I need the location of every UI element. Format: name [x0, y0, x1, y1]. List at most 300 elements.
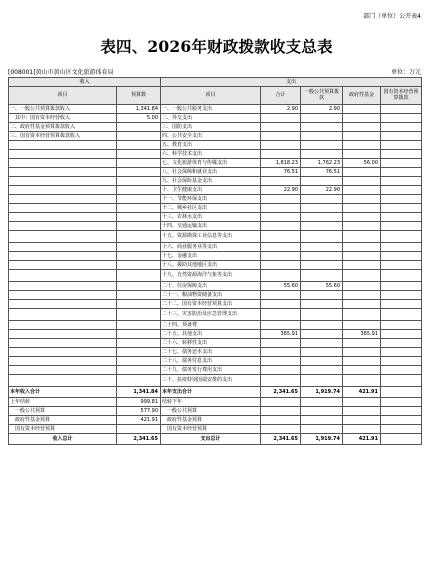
income-item-cell [9, 195, 117, 204]
grand-total-row [9, 434, 422, 445]
total-cell: 76.51 [261, 168, 301, 177]
general-public-cell [301, 243, 343, 252]
state-capital-cell [381, 330, 422, 339]
income-item-cell: 三、国有资本经营预算拨款收入 [9, 132, 117, 141]
income-value-cell [117, 186, 161, 195]
expense-item-cell: 三、国防支出 [161, 123, 261, 132]
expense-item-cell: 十四、交通运输支出 [161, 222, 261, 231]
general-public-cell [301, 195, 343, 204]
gov-fund-cell [343, 243, 381, 252]
carry-income-label: 一般公共预算 [9, 407, 117, 416]
state-capital-cell [381, 195, 422, 204]
total-cell [261, 123, 301, 132]
gov-fund-cell [343, 321, 381, 330]
gov-fund-cell [343, 291, 381, 300]
grand-total-value: 2,341.65 [261, 434, 301, 445]
table-row [9, 261, 422, 270]
state-capital-cell [381, 123, 422, 132]
gov-fund-cell [343, 282, 381, 291]
general-public-cell [301, 348, 343, 357]
table-row [9, 186, 422, 195]
total-cell [261, 300, 301, 309]
gov-fund-cell [343, 213, 381, 222]
general-public-cell [301, 204, 343, 213]
table-row [9, 252, 422, 261]
unit-name: [008001]黄山市黄山区文化旅游体育局 [8, 69, 114, 76]
total-cell [261, 213, 301, 222]
table-row [9, 132, 422, 141]
state-capital-cell [381, 243, 422, 252]
total-cell [261, 309, 301, 321]
carry-state-capital-cell [381, 407, 422, 416]
total-cell [261, 291, 301, 300]
table-row [9, 339, 422, 348]
expense-item-cell: 二十、住房保障支出 [161, 282, 261, 291]
table-row [9, 195, 422, 204]
income-item-cell [9, 177, 117, 186]
total-header: 合计 [261, 87, 301, 105]
carry-state-capital-cell [381, 425, 422, 434]
carry-expense-label: 政府性基金预算 [161, 416, 261, 425]
total-cell [261, 141, 301, 150]
income-item-cell [9, 186, 117, 195]
income-item-cell: 其中：国有资本经营收入 [9, 114, 117, 123]
carry-gov-fund-cell [343, 407, 381, 416]
state-capital-header: 国有资本经营预算拨款 [381, 87, 422, 105]
total-cell: 22.90 [261, 186, 301, 195]
expense-item-cell: 二十八、债务付息支出 [161, 357, 261, 366]
carry-general-public-cell [301, 398, 343, 407]
state-capital-cell [381, 282, 422, 291]
gov-fund-cell [343, 270, 381, 282]
table-row [9, 204, 422, 213]
general-public-cell [301, 357, 343, 366]
income-item-cell [9, 321, 117, 330]
carry-income-value [117, 425, 161, 434]
carry-income-label: 国有资本经营预算 [9, 425, 117, 434]
gov-fund-cell [343, 186, 381, 195]
state-capital-cell [381, 213, 422, 222]
header-row-top [9, 78, 422, 87]
gov-fund-cell [343, 339, 381, 348]
table-row [9, 141, 422, 150]
grand-gov-fund-value: 421.91 [343, 434, 381, 445]
year-income-label: 本年收入合计 [9, 387, 117, 398]
carry-gov-fund-cell [343, 398, 381, 407]
income-item-cell [9, 213, 117, 222]
state-capital-cell [381, 186, 422, 195]
expense-item-cell: 四、公共安全支出 [161, 132, 261, 141]
gov-fund-header: 政府性基金 [343, 87, 381, 105]
unit-row [8, 67, 421, 76]
general-public-cell [301, 222, 343, 231]
table-row [9, 123, 422, 132]
grand-income-label: 收入总计 [9, 434, 117, 445]
carry-expense-label: 国有资本经营预算 [161, 425, 261, 434]
gov-fund-cell [343, 375, 381, 387]
state-capital-cell [381, 357, 422, 366]
total-cell [261, 366, 301, 375]
income-budget-header: 预算数 [117, 87, 161, 105]
total-cell: 55.60 [261, 282, 301, 291]
state-capital-cell [381, 339, 422, 348]
gov-fund-cell [343, 204, 381, 213]
income-item-cell: 二、政府性基金预算拨款收入 [9, 123, 117, 132]
gov-fund-cell [343, 141, 381, 150]
state-capital-cell [381, 222, 422, 231]
income-value-cell [117, 150, 161, 159]
carry-expense-label: 一般公共预算 [161, 407, 261, 416]
income-item-cell: 一、一般公共预算拨款收入 [9, 105, 117, 114]
income-value-cell [117, 348, 161, 357]
state-capital-cell [381, 252, 422, 261]
expense-item-cell: 十三、农林水支出 [161, 213, 261, 222]
income-item-cell [9, 300, 117, 309]
year-income-value: 1,341.84 [117, 387, 161, 398]
table-row [9, 222, 422, 231]
general-public-cell: 55.60 [301, 282, 343, 291]
year-total-value: 2,341.65 [261, 387, 301, 398]
grand-expense-label: 支出总计 [161, 434, 261, 445]
state-capital-cell [381, 177, 422, 186]
state-capital-cell [381, 291, 422, 300]
income-value-cell [117, 282, 161, 291]
year-state-capital-value [381, 387, 422, 398]
expense-item-cell: 十九、自然资源海洋气象等支出 [161, 270, 261, 282]
grand-state-capital-value [381, 434, 422, 445]
income-value-cell [117, 321, 161, 330]
carry-state-capital-cell [381, 398, 422, 407]
gov-fund-cell [343, 231, 381, 243]
state-capital-cell [381, 231, 422, 243]
gov-fund-cell [343, 123, 381, 132]
total-cell [261, 132, 301, 141]
income-item-cell [9, 375, 117, 387]
carry-total-cell [261, 425, 301, 434]
state-capital-cell [381, 300, 422, 309]
budget-table [8, 77, 422, 445]
gov-fund-cell [343, 309, 381, 321]
carry-gov-fund-cell [343, 425, 381, 434]
gov-fund-cell: 56.00 [343, 159, 381, 168]
general-public-cell [301, 309, 343, 321]
gov-fund-cell [343, 105, 381, 114]
general-public-cell [301, 252, 343, 261]
table-row [9, 357, 422, 366]
carry-general-public-cell [301, 407, 343, 416]
general-public-cell [301, 366, 343, 375]
table-row [9, 177, 422, 186]
total-cell [261, 243, 301, 252]
income-value-cell [117, 168, 161, 177]
general-public-cell [301, 300, 343, 309]
expense-item-cell: 八、社会保障和就业支出 [161, 168, 261, 177]
carry-row [9, 398, 422, 407]
income-item-cell [9, 270, 117, 282]
general-public-cell: 22.90 [301, 186, 343, 195]
income-header: 收入 [9, 78, 161, 87]
general-public-cell [301, 261, 343, 270]
expense-header: 支出 [161, 78, 422, 87]
total-cell [261, 375, 301, 387]
income-item-cell [9, 339, 117, 348]
expense-item-cell: 二十一、粮油物资储备支出 [161, 291, 261, 300]
table-row [9, 291, 422, 300]
carry-income-label: 上年结转 [9, 398, 117, 407]
state-capital-cell [381, 366, 422, 375]
general-public-cell [301, 123, 343, 132]
income-value-cell [117, 375, 161, 387]
carry-general-public-cell [301, 425, 343, 434]
gov-fund-cell [343, 366, 381, 375]
income-value-cell [117, 177, 161, 186]
state-capital-cell [381, 150, 422, 159]
general-public-cell [301, 213, 343, 222]
total-cell [261, 339, 301, 348]
expense-item-cell: 二十五、其他支出 [161, 330, 261, 339]
state-capital-cell [381, 204, 422, 213]
expense-item-cell: 十五、资源勘探工业信息等支出 [161, 231, 261, 243]
gov-fund-cell [343, 348, 381, 357]
general-public-header: 一般公共预算拨款 [301, 87, 343, 105]
total-cell [261, 348, 301, 357]
state-capital-cell [381, 168, 422, 177]
table-row [9, 348, 422, 357]
general-public-cell [301, 375, 343, 387]
income-value-cell [117, 123, 161, 132]
state-capital-cell [381, 261, 422, 270]
total-cell: 1,818.23 [261, 159, 301, 168]
expense-item-cell: 十六、商业服务业等支出 [161, 243, 261, 252]
gov-fund-cell [343, 261, 381, 270]
carry-row [9, 416, 422, 425]
year-general-public-value: 1,919.74 [301, 387, 343, 398]
income-item-cell [9, 204, 117, 213]
expense-item-header: 项目 [161, 87, 261, 105]
income-value-cell [117, 252, 161, 261]
grand-general-public-value: 1,919.74 [301, 434, 343, 445]
expense-item-cell: 十一、节能环保支出 [161, 195, 261, 204]
carry-gov-fund-cell [343, 416, 381, 425]
income-value-cell [117, 330, 161, 339]
income-value-cell [117, 231, 161, 243]
income-value-cell [117, 291, 161, 300]
total-cell [261, 204, 301, 213]
state-capital-cell [381, 159, 422, 168]
gov-fund-cell [343, 168, 381, 177]
table-row [9, 375, 422, 387]
table-row [9, 243, 422, 252]
gov-fund-cell [343, 222, 381, 231]
income-value-cell [117, 366, 161, 375]
income-item-cell [9, 330, 117, 339]
gov-fund-cell: 365.91 [343, 330, 381, 339]
total-cell [261, 357, 301, 366]
income-value-cell [117, 222, 161, 231]
gov-fund-cell [343, 195, 381, 204]
carry-total-cell [261, 416, 301, 425]
expense-item-cell: 一、一般公共服务支出 [161, 105, 261, 114]
income-value-cell: 1,341.84 [117, 105, 161, 114]
general-public-cell [301, 231, 343, 243]
income-item-cell [9, 150, 117, 159]
gov-fund-cell [343, 300, 381, 309]
general-public-cell [301, 150, 343, 159]
gov-fund-cell [343, 132, 381, 141]
table-row [9, 321, 422, 330]
gov-fund-cell [343, 252, 381, 261]
carry-row [9, 407, 422, 416]
carry-expense-label: 结转下年 [161, 398, 261, 407]
total-cell [261, 114, 301, 123]
general-public-cell [301, 270, 343, 282]
income-value-cell [117, 159, 161, 168]
gov-fund-cell [343, 177, 381, 186]
general-public-cell [301, 291, 343, 300]
income-item-cell [9, 141, 117, 150]
general-public-cell [301, 339, 343, 348]
state-capital-cell [381, 105, 422, 114]
total-cell [261, 231, 301, 243]
income-value-cell [117, 357, 161, 366]
expense-item-cell: 二十七、债务还本支出 [161, 348, 261, 357]
income-item-cell [9, 261, 117, 270]
income-item-cell [9, 291, 117, 300]
year-gov-fund-value: 421.91 [343, 387, 381, 398]
expense-item-cell: 五、教育支出 [161, 141, 261, 150]
table-row [9, 330, 422, 339]
income-value-cell [117, 141, 161, 150]
expense-item-cell: 十、卫生健康支出 [161, 186, 261, 195]
expense-item-cell: 二十九、债务发行费用支出 [161, 366, 261, 375]
general-public-cell: 1,762.23 [301, 159, 343, 168]
gov-fund-cell [343, 150, 381, 159]
table-row [9, 114, 422, 123]
carry-income-label: 政府性基金预算 [9, 416, 117, 425]
income-value-cell [117, 243, 161, 252]
income-value-cell: 5.00 [117, 114, 161, 123]
income-item-cell [9, 309, 117, 321]
carry-row [9, 425, 422, 434]
state-capital-cell [381, 309, 422, 321]
table-row [9, 282, 422, 291]
total-cell [261, 252, 301, 261]
expense-item-cell: 十二、城乡社区支出 [161, 204, 261, 213]
year-expense-label: 本年支出合计 [161, 387, 261, 398]
total-cell: 365.91 [261, 330, 301, 339]
carry-income-value: 577.90 [117, 407, 161, 416]
grand-income-value: 2,341.65 [117, 434, 161, 445]
state-capital-cell [381, 321, 422, 330]
table-row [9, 150, 422, 159]
gov-fund-cell [343, 114, 381, 123]
general-public-cell [301, 330, 343, 339]
income-item-cell [9, 222, 117, 231]
expense-item-cell: 二十三、灾害防治及应急管理支出 [161, 309, 261, 321]
total-cell [261, 195, 301, 204]
state-capital-cell [381, 141, 422, 150]
expense-item-cell: 三十、抗疫特别国债安排的支出 [161, 375, 261, 387]
table-row [9, 270, 422, 282]
expense-item-cell: 二十四、预备费 [161, 321, 261, 330]
expense-item-cell: 九、社会保险基金支出 [161, 177, 261, 186]
general-public-cell: 2.90 [301, 105, 343, 114]
general-public-cell: 76.51 [301, 168, 343, 177]
income-value-cell [117, 270, 161, 282]
income-value-cell [117, 309, 161, 321]
year-total-row [9, 387, 422, 398]
total-cell [261, 222, 301, 231]
total-cell [261, 270, 301, 282]
general-public-cell [301, 141, 343, 150]
table-number-label: 部门（单位）公开表4 [363, 13, 421, 20]
expense-item-cell: 二、外交支出 [161, 114, 261, 123]
income-value-cell [117, 132, 161, 141]
income-value-cell [117, 204, 161, 213]
carry-general-public-cell [301, 416, 343, 425]
expense-item-cell: 二十二、国有资本经营预算支出 [161, 300, 261, 309]
total-cell [261, 177, 301, 186]
table-row [9, 105, 422, 114]
general-public-cell [301, 177, 343, 186]
income-item-cell [9, 366, 117, 375]
income-item-cell [9, 348, 117, 357]
table-row [9, 213, 422, 222]
state-capital-cell [381, 114, 422, 123]
table-row [9, 300, 422, 309]
expense-item-cell: 二十六、转移性支出 [161, 339, 261, 348]
state-capital-cell [381, 375, 422, 387]
header-row-columns [9, 87, 422, 105]
carry-total-cell [261, 407, 301, 416]
carry-state-capital-cell [381, 416, 422, 425]
expense-item-cell: 十八、援助其他地区支出 [161, 261, 261, 270]
income-value-cell [117, 261, 161, 270]
table-row [9, 309, 422, 321]
income-item-header: 项目 [9, 87, 117, 105]
total-cell [261, 261, 301, 270]
state-capital-cell [381, 132, 422, 141]
income-item-cell [9, 243, 117, 252]
unit-label: 单位：万元 [390, 69, 421, 76]
income-item-cell [9, 282, 117, 291]
income-value-cell [117, 300, 161, 309]
gov-fund-cell [343, 357, 381, 366]
table-row [9, 231, 422, 243]
table-row [9, 159, 422, 168]
page-title: 表四、2026年财政拨款收支总表 [100, 37, 333, 56]
expense-item-cell: 十七、金融支出 [161, 252, 261, 261]
income-item-cell [9, 252, 117, 261]
carry-total-cell [261, 398, 301, 407]
total-cell [261, 321, 301, 330]
carry-income-value: 999.81 [117, 398, 161, 407]
income-item-cell [9, 357, 117, 366]
table-row [9, 168, 422, 177]
table-row [9, 366, 422, 375]
income-item-cell [9, 159, 117, 168]
state-capital-cell [381, 270, 422, 282]
income-item-cell [9, 168, 117, 177]
expense-item-cell: 六、科学技术支出 [161, 150, 261, 159]
income-item-cell [9, 231, 117, 243]
total-cell [261, 150, 301, 159]
income-value-cell [117, 195, 161, 204]
general-public-cell [301, 321, 343, 330]
general-public-cell [301, 132, 343, 141]
expense-item-cell: 七、文化旅游体育与传媒支出 [161, 159, 261, 168]
income-value-cell [117, 213, 161, 222]
